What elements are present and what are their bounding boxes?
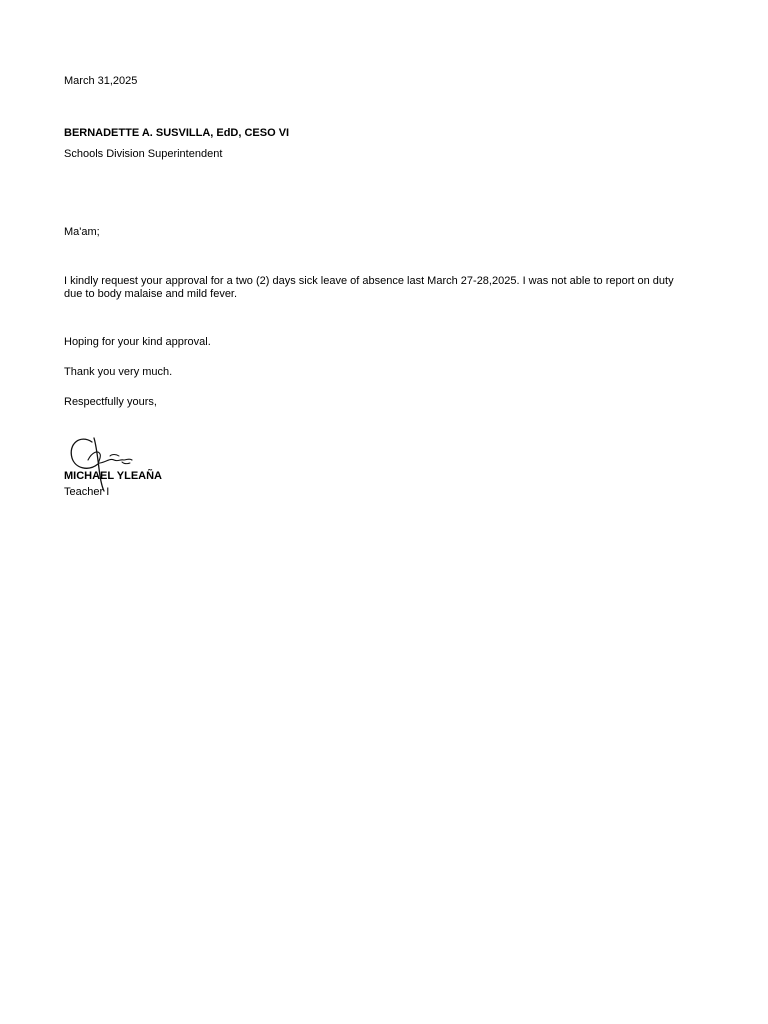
recipient-position: Schools Division Superintendent (64, 148, 223, 160)
sender-position: Teacher I (64, 486, 110, 498)
body-line-2: due to body malaise and mild fever. (64, 288, 238, 300)
body-paragraph (64, 275, 704, 301)
hoping-line: Hoping for your kind approval. (64, 336, 211, 348)
closing-line: Respectfully yours, (64, 396, 157, 408)
thanks-line: Thank you very much. (64, 366, 173, 378)
salutation: Ma'am; (64, 226, 100, 238)
sender-name: MICHAEL YLEAÑA (64, 470, 162, 482)
body-line-1: I kindly request your approval for a two (2) days sick leave of absence last March 27-28,2025. I was not able to report on duty (64, 275, 674, 287)
letter-date: March 31,2025 (64, 75, 138, 87)
recipient-name: BERNADETTE A. SUSVILLA, EdD, CESO VI (64, 127, 290, 139)
signature-icon (64, 432, 136, 494)
